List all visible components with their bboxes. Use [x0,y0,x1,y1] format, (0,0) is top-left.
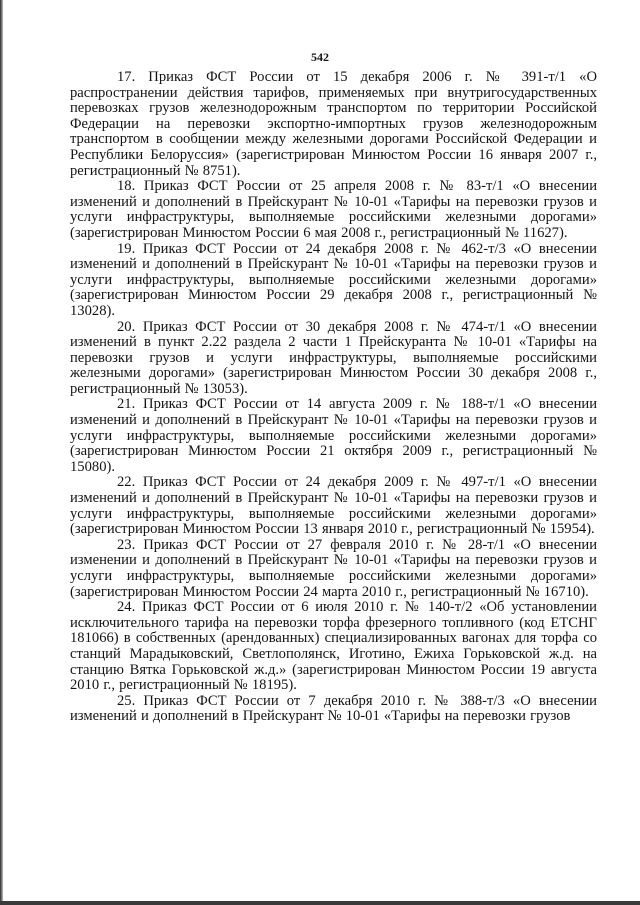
paragraph-item-25: 25. Приказ ФСТ России от 7 декабря 2010 г. № 388-т/3 «О внесении изменений и дополнений в Прейскурант № 10-01 «Тарифы на перевозки грузов [70,692,597,725]
paragraph-item-19: 19. Приказ ФСТ России от 24 декабря 2008 г. № 462-т/3 «О внесении изменений и дополнений в Прейскурант № 10-01 «Тарифы на перевозки грузов и услуги инфраструктуры, выполняемые российскими железными дорогами» (зарегистрирован Минюстом России 29 декабря 2008 г., регистрационный № 13028). [70,240,597,319]
paragraph-item-23: 23. Приказ ФСТ России от 27 февраля 2010 г. № 28-т/1 «О внесении изменении и дополнений в Прейскурант № 10-01 «Тарифы на перевозки грузов и услуги инфраструктуры, выполняемые российскими железными дорогами» (зарегистрирован Минюстом России 24 марта 2010 г., регистрационный № 16710). [70,536,597,600]
paragraph-item-20: 20. Приказ ФСТ России от 30 декабря 2008 г. № 474-т/1 «О внесении изменений в пункт 2.22 раздела 2 части 1 Прейскуранта № 10-01 «Тарифы на перевозки грузов и услуги инфраструктуры, выполняемые российскими железными дорогами» (зарегистрирован Минюстом России 30 декабря 2008 г., регистрационный № 13053). [70,318,597,397]
scan-edge-left [0,0,3,905]
paragraph-item-24: 24. Приказ ФСТ России от 6 июля 2010 г. № 140-т/2 «Об установлении исключительного тарифа на перевозки торфа фрезерного топливного (код ЕТСНГ 181066) в собственных (арендованных) специализированных вагонах для торфа со станций Марадыковский, Светлополянск, Иготино, Ежиха Горьковской ж.д. на станцию Вятка Горьковской ж.д.» (зарегистрирован Минюстом России 19 августа 2010 г., регистрационный № 18195). [70,599,597,694]
paragraph-item-22: 22. Приказ ФСТ России от 24 декабря 2009 г. № 497-т/1 «О внесении изменений и дополнений в Прейскурант № 10-01 «Тарифы на перевозки грузов и услуги инфраструктуры, выполняемые российскими железными дорогами» (зарегистрирован Минюстом России 13 января 2010 г., регистрационный № 15954). [70,474,597,538]
paragraph-item-18: 18. Приказ ФСТ России от 25 апреля 2008 г. № 83-т/1 «О внесении изменений и дополнений в Прейскурант № 10-01 «Тарифы на перевозки грузов и услуги инфраструктуры, выполняемые российскими железными дорогами» (зарегистрирован Минюстом России 6 мая 2008 г., регистрационный № 11627). [70,178,597,241]
document-body [70,70,597,725]
paragraph-item-17: 17. Приказ ФСТ России от 15 декабря 2006 г. № 391-т/1 «О распространении действия тарифов, применяемых при внутригосударственных перевозках грузов железнодорожным транспортом по территории Российской Федерации на перевозки экспортно-импортных грузов железнодорожным транспортом в сообщении между железными дорогами Российской Федерации и Республики Белоруссия» (зарегистрирован Минюстом России 16 января 2007 г., регистрационный № 8751). [70,69,597,179]
scan-edge-bottom [0,901,640,905]
page-number: 542 [311,50,329,64]
paragraph-item-21: 21. Приказ ФСТ России от 14 августа 2009 г. № 188-т/1 «О внесении изменений и дополнений в Прейскурант № 10-01 «Тарифы на перевозки грузов и услуги инфраструктуры, выполняемые российскими железными дорогами» (зарегистрирован Минюстом России 21 октября 2009 г., регистрационный № 15080). [70,396,597,475]
